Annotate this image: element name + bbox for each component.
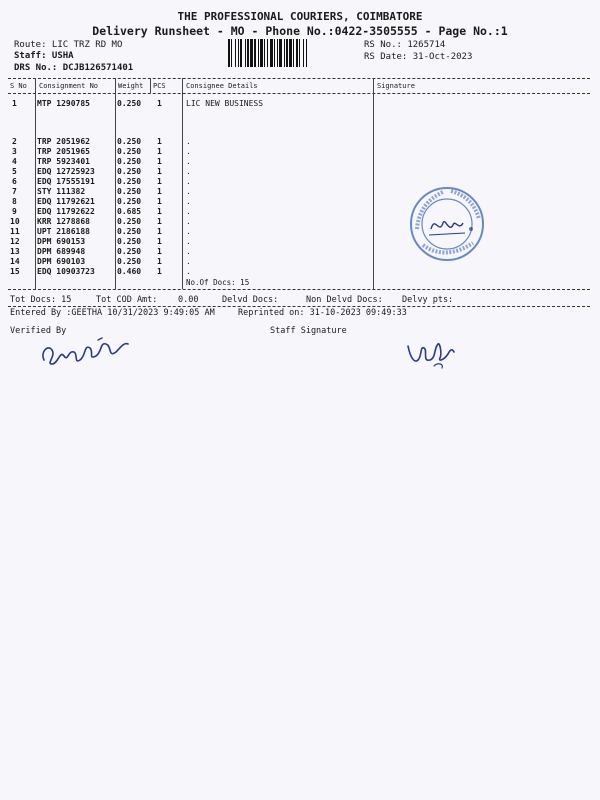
runsheet-subtitle: Delivery Runsheet - MO - Phone No.:0422-3505555 - Page No.:1 xyxy=(92,24,508,38)
row-3-pcs: 1 xyxy=(157,147,162,156)
row-6-pcs: 1 xyxy=(157,177,162,186)
row-3-sno: 3 xyxy=(12,147,17,156)
row-9-consignment: EDQ 11792622 xyxy=(37,207,95,216)
column-divider xyxy=(150,78,151,93)
rs-date: RS Date: 31-Oct-2023 xyxy=(364,52,473,62)
col-header-consignment: Consignment No xyxy=(39,82,99,90)
column-divider xyxy=(115,78,116,289)
row-14-pcs: 1 xyxy=(157,257,162,266)
row-6-consignee: . xyxy=(186,177,191,186)
row-5-consignment: EDQ 12725923 xyxy=(37,167,95,176)
row-4-weight: 0.250 xyxy=(117,157,142,166)
staff-signature-label: Staff Signature xyxy=(270,326,347,336)
row-1-sno: 1 xyxy=(12,99,17,108)
rs-number: RS No.: 1265714 xyxy=(364,40,446,50)
route-label: Route: LIC TRZ RD MO xyxy=(14,40,123,50)
row-3-weight: 0.250 xyxy=(117,147,142,156)
row-11-consignment: UPT 2186188 xyxy=(37,227,90,236)
column-divider xyxy=(35,78,36,289)
total-cod-value: 0.00 xyxy=(178,295,199,305)
row-14-weight: 0.250 xyxy=(117,257,142,266)
barcode xyxy=(228,39,354,67)
row-1-consignee: LIC NEW BUSINESS xyxy=(186,99,264,108)
company-name: THE PROFESSIONAL COURIERS, COIMBATORE xyxy=(177,10,423,23)
delivered-docs-label: Delvd Docs: xyxy=(222,295,279,305)
row-13-consignment: DPM 689948 xyxy=(37,247,86,256)
row-6-sno: 6 xyxy=(12,177,17,186)
col-header-sno: S No xyxy=(10,82,27,90)
row-13-weight: 0.250 xyxy=(117,247,142,256)
table-bottom-rule xyxy=(8,289,590,290)
staff-signature-icon xyxy=(404,336,456,370)
row-5-consignee: . xyxy=(186,167,191,176)
row-15-pcs: 1 xyxy=(157,267,162,276)
row-15-weight: 0.460 xyxy=(117,267,142,276)
row-13-pcs: 1 xyxy=(157,247,162,256)
row-12-consignment: DPM 690153 xyxy=(37,237,86,246)
row-8-consignee: . xyxy=(186,197,191,206)
row-11-consignee: . xyxy=(186,227,191,236)
row-7-sno: 7 xyxy=(12,187,17,196)
entered-by: Entered By :GEETHA 10/31/2023 9:49:05 AM xyxy=(10,308,215,318)
column-divider xyxy=(182,78,183,289)
row-15-sno: 15 xyxy=(10,267,20,276)
reprinted-on: Reprinted on: 31-10-2023 09:49:33 xyxy=(238,308,407,318)
row-10-consignment: KRR 1278868 xyxy=(37,217,90,226)
row-6-weight: 0.250 xyxy=(117,177,142,186)
row-5-weight: 0.250 xyxy=(117,167,142,176)
column-divider xyxy=(373,78,374,289)
row-8-weight: 0.250 xyxy=(117,197,142,206)
verified-by-label: Verified By xyxy=(10,326,67,336)
row-3-consignee: . xyxy=(186,147,191,156)
row-14-consignment: DPM 690103 xyxy=(37,257,86,266)
total-docs: Tot Docs: 15 xyxy=(10,295,72,305)
row-12-pcs: 1 xyxy=(157,237,162,246)
row-10-consignee: . xyxy=(186,217,191,226)
drs-number: DRS No.: DCJB126571401 xyxy=(14,63,134,73)
row-12-weight: 0.250 xyxy=(117,237,142,246)
row-3-consignment: TRP 2051965 xyxy=(37,147,90,156)
table-header-rule xyxy=(8,93,590,94)
row-2-consignment: TRP 2051962 xyxy=(37,137,90,146)
row-8-consignment: EDQ 11792621 xyxy=(37,197,95,206)
verifier-signature-icon xyxy=(38,334,134,370)
table-top-rule xyxy=(8,78,590,79)
row-10-weight: 0.250 xyxy=(117,217,142,226)
row-10-pcs: 1 xyxy=(157,217,162,226)
official-stamp-icon xyxy=(407,183,487,265)
col-header-signature: Signature xyxy=(377,82,415,90)
row-15-consignment: EDQ 10903723 xyxy=(37,267,95,276)
col-header-pcs: PCS xyxy=(153,82,166,90)
row-7-consignee: . xyxy=(186,187,191,196)
non-delivered-docs-label: Non Delvd Docs: xyxy=(306,295,383,305)
row-7-consignment: STY 111382 xyxy=(37,187,86,196)
row-15-consignee: . xyxy=(186,267,191,276)
delivery-points-label: Delvy pts: xyxy=(402,295,454,305)
row-14-consignee: . xyxy=(186,257,191,266)
row-14-sno: 14 xyxy=(10,257,20,266)
row-7-pcs: 1 xyxy=(157,187,162,196)
col-header-weight: Weight xyxy=(118,82,144,90)
row-13-consignee: . xyxy=(186,247,191,256)
row-6-consignment: EDQ 17555191 xyxy=(37,177,95,186)
row-4-pcs: 1 xyxy=(157,157,162,166)
row-1-pcs: 1 xyxy=(157,99,162,108)
totals-rule xyxy=(8,306,590,307)
row-5-pcs: 1 xyxy=(157,167,162,176)
row-9-pcs: 1 xyxy=(157,207,162,216)
row-4-consignee: . xyxy=(186,157,191,166)
row-9-weight: 0.685 xyxy=(117,207,142,216)
row-2-consignee: . xyxy=(186,137,191,146)
col-header-consignee: Consignee Details xyxy=(186,82,258,90)
row-2-weight: 0.250 xyxy=(117,137,142,146)
row-1-consignment: MTP 1290785 xyxy=(37,99,90,108)
total-cod-label: Tot COD Amt: xyxy=(96,295,158,305)
row-7-weight: 0.250 xyxy=(117,187,142,196)
row-2-sno: 2 xyxy=(12,137,17,146)
row-10-sno: 10 xyxy=(10,217,20,226)
row-12-consignee: . xyxy=(186,237,191,246)
row-9-sno: 9 xyxy=(12,207,17,216)
row-9-consignee: . xyxy=(186,207,191,216)
row-8-sno: 8 xyxy=(12,197,17,206)
row-11-pcs: 1 xyxy=(157,227,162,236)
row-13-sno: 13 xyxy=(10,247,20,256)
row-5-sno: 5 xyxy=(12,167,17,176)
row-8-pcs: 1 xyxy=(157,197,162,206)
row-4-sno: 4 xyxy=(12,157,17,166)
row-2-pcs: 1 xyxy=(157,137,162,146)
no-of-docs: No.Of Docs: 15 xyxy=(186,278,250,287)
row-11-weight: 0.250 xyxy=(117,227,142,236)
staff-label: Staff: USHA xyxy=(14,51,74,61)
row-1-weight: 0.250 xyxy=(117,99,142,108)
row-4-consignment: TRP 5923401 xyxy=(37,157,90,166)
row-12-sno: 12 xyxy=(10,237,20,246)
row-11-sno: 11 xyxy=(10,227,20,236)
